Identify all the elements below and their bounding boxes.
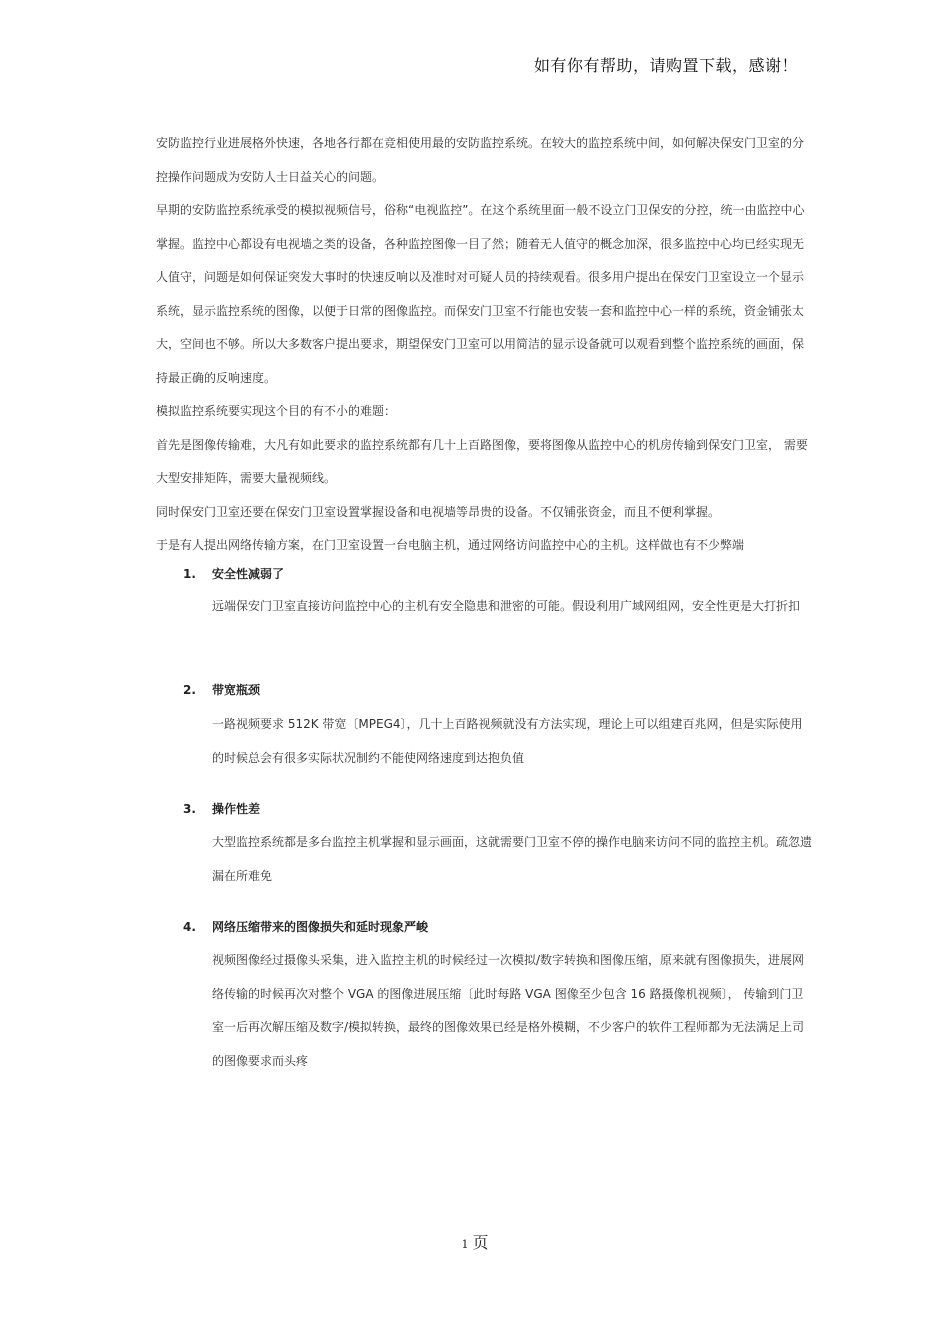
- body-text: [156, 127, 811, 563]
- list-item-heading: 安全性减弱了: [212, 567, 285, 581]
- list-item-body: 大型监控系统都是多台监控主机掌握和显示画面，这就需要门卫室不停的操作电脑来访问不同的监控主机。疏忽遗漏在所难免: [212, 835, 813, 883]
- paragraph: 早期的安防监控系统承受的模拟视频信号，俗称“电视监控”。在这个系统里面一般不设立门卫保安的分控，统一由监控中心掌握。监控中心都设有电视墙之类的设备，各种监控图像一目了然；随着无人值守的概念加深，很多监控中心均已经实现无人值守，问题是如何保证突发大事时的快速反响以及准时对可疑人员的持续观看。很多用户提出在保安门卫室设立一个显示系统，显示监控系统的图像，以便于日常的图像监控。而保安门卫室不行能也安装一套和监控中心一样的系统，资金铺张太大，空间也不够。所以大多数客户提出要求，期望保安门卫室可以用简洁的显示设备就可以观看到整个监控系统的画面，保持最正确的反响速度。: [156, 203, 805, 385]
- paragraph: 同时保安门卫室还要在保安门卫室设置掌握设备和电视墙等昂贵的设备。不仅铺张资金，而且不便利掌握。: [156, 504, 721, 519]
- list-item-body: 一路视频要求 512K 带宽〔MPEG4〕，几十上百路视频就没有方法实现，理论上可以组建百兆网，但是实际使用的时候总会有很多实际状况制约不能使网络速度到达抱负值: [212, 717, 803, 765]
- list-item-title: [156, 917, 428, 937]
- list-item-heading: 带宽瓶颈: [212, 683, 261, 697]
- list-item-body: 远端保安门卫室直接访问监控中心的主机有安全隐患和泄密的可能。假设利用广域网组网，安全性更是大打折扣: [212, 599, 801, 613]
- list-item-heading: 操作性差: [212, 802, 261, 816]
- paragraph: 首先是图像传输难，大凡有如此要求的监控系统都有几十上百路图像，要将图像从监控中心的机房传输到保安门卫室， 需要大型安排矩阵，需要大量视频线。: [156, 437, 808, 485]
- list-item-title: [156, 680, 260, 700]
- paragraph: 于是有人提出网络传输方案，在门卫室设置一台电脑主机，通过网络访问监控中心的主机。这样做也有不少弊端: [156, 538, 745, 552]
- list-item-number: 1.: [183, 567, 196, 581]
- list-item-number: 2.: [183, 683, 196, 697]
- paragraph: 安防监控行业进展格外快速，各地各行都在竞相使用最的安防监控系统。在较大的监控系统中间，如何解决保安门卫室的分控操作问题成为安防人士日益关心的问题。: [156, 136, 805, 184]
- list-item-body: 视频图像经过摄像头采集，进入监控主机的时候经过一次模拟/数字转换和图像压缩，原来就有图像损失，进展网络传输的时候再次对整个 VGA 的图像进展压缩〔此时每路 VGA 图像至少包含 16 路摄像机视频〕， 传输到门卫室一后再次解压缩及数字/模拟转换，最终的图像效果已经是格外模糊，不少客户的软件工程师都为无法满足上司的图像要求而头疼: [212, 953, 805, 1068]
- list-item-title: [156, 564, 284, 584]
- list-item-heading: 网络压缩带来的图像损失和延时现象严峻: [212, 920, 429, 934]
- paragraph: 模拟监控系统要实现这个目的有不小的难题：: [156, 404, 397, 418]
- list-item-number: 4.: [183, 920, 196, 934]
- list-item-number: 3.: [183, 802, 196, 816]
- page-number-value: 1: [461, 1238, 469, 1251]
- page-number: [0, 1230, 950, 1253]
- header-note: 如有你有帮助，请购置下载，感谢！: [533, 56, 798, 75]
- list-item-title: [156, 799, 260, 819]
- page-number-suffix: 页: [472, 1233, 489, 1252]
